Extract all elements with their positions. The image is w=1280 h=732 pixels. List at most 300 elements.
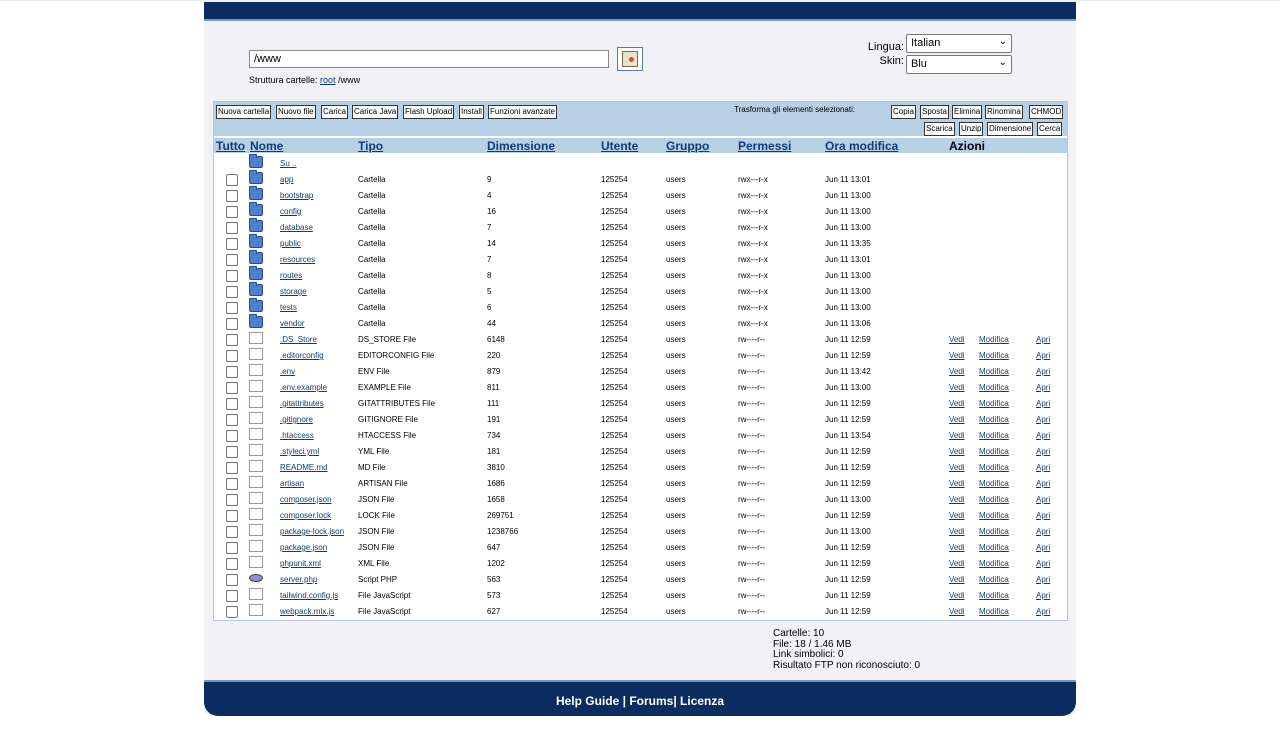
row-user: 125254 (601, 191, 628, 200)
row-perms: rwx---r-x (738, 223, 768, 232)
row-user: 125254 (601, 367, 628, 376)
row-type: YML File (358, 447, 390, 456)
row-group: users (666, 463, 686, 472)
row-group: users (666, 607, 686, 616)
row-user: 125254 (601, 527, 628, 536)
parent-link[interactable]: Su .. (280, 159, 297, 168)
size-button[interactable]: Dimensione (987, 122, 1033, 136)
col-group[interactable]: Gruppo (666, 139, 710, 153)
open-link[interactable]: Apri (1036, 607, 1051, 616)
footer-links (204, 694, 1076, 708)
folder-icon (249, 204, 263, 216)
row-perms: rw----r-- (738, 543, 766, 552)
table-row (214, 507, 1067, 523)
search-button[interactable]: Cerca (1037, 122, 1062, 136)
row-size: 627 (487, 607, 501, 616)
edit-link[interactable]: Modifica (979, 511, 1009, 520)
row-name-link[interactable]: package-lock.json (280, 527, 345, 536)
row-checkbox[interactable] (226, 302, 238, 314)
row-name-link[interactable]: public (280, 239, 301, 248)
open-link[interactable]: Apri (1036, 399, 1051, 408)
open-link[interactable]: Apri (1036, 527, 1051, 536)
view-link[interactable]: Vedi (949, 463, 965, 472)
row-checkbox[interactable] (226, 222, 238, 234)
php-file-icon (249, 574, 263, 582)
row-user: 125254 (601, 399, 628, 408)
table-row (214, 331, 1067, 347)
open-link[interactable]: Apri (1036, 559, 1051, 568)
table-row (214, 283, 1067, 299)
move-button[interactable]: Sposta (920, 105, 949, 119)
unknown-count: Risultato FTP non riconosciuto: 0 (773, 659, 921, 671)
file-icon (249, 444, 263, 456)
breadcrumb (249, 75, 360, 85)
edit-link[interactable]: Modifica (979, 431, 1009, 440)
view-link[interactable]: Vedi (949, 575, 965, 584)
row-group: users (666, 255, 686, 264)
row-name-link[interactable]: .editorconfig (280, 351, 324, 360)
row-name-link[interactable]: bootstrap (280, 191, 314, 200)
table-row (214, 459, 1067, 475)
row-mtime: Jun 11 13:01 (825, 255, 871, 264)
file-icon (249, 460, 263, 472)
row-group: users (666, 319, 686, 328)
row-perms: rwx---r-x (738, 175, 768, 184)
file-icon (249, 364, 263, 376)
row-user: 125254 (601, 511, 628, 520)
edit-link[interactable]: Modifica (979, 527, 1009, 536)
row-type: Cartella (358, 271, 386, 280)
file-icon (249, 380, 263, 392)
view-link[interactable]: Vedi (949, 399, 965, 408)
license-link[interactable]: Licenza (680, 694, 725, 708)
view-link[interactable]: Vedi (949, 607, 965, 616)
row-checkbox[interactable] (226, 462, 238, 474)
row-size: 4 (487, 191, 492, 200)
open-link[interactable]: Apri (1036, 511, 1051, 520)
new-file-button[interactable]: Nuovo file (276, 105, 316, 119)
row-user: 125254 (601, 383, 628, 392)
row-user: 125254 (601, 335, 628, 344)
row-name-link[interactable]: server.php (280, 575, 318, 584)
open-link[interactable]: Apri (1036, 575, 1051, 584)
row-name-link[interactable]: .DS_Store (280, 335, 317, 344)
row-user: 125254 (601, 271, 628, 280)
view-link[interactable]: Vedi (949, 527, 965, 536)
row-name-link[interactable]: .gitattributes (280, 399, 324, 408)
view-link[interactable]: Vedi (949, 511, 965, 520)
flash-upload-button[interactable]: Flash Upload (403, 105, 454, 119)
row-checkbox[interactable] (226, 174, 238, 186)
row-size: 111 (487, 399, 500, 408)
folder-icon (249, 300, 263, 312)
download-button[interactable]: Scarica (924, 122, 955, 136)
path-input[interactable] (249, 50, 609, 68)
forums-link[interactable]: Forums (629, 694, 674, 708)
table-row (214, 235, 1067, 251)
open-link[interactable]: Apri (1036, 351, 1051, 360)
row-type: EDITORCONFIG File (358, 351, 435, 360)
row-checkbox[interactable] (226, 350, 238, 362)
row-checkbox[interactable] (226, 478, 238, 490)
row-perms: rwx---r-x (738, 303, 768, 312)
edit-link[interactable]: Modifica (979, 367, 1009, 376)
row-perms: rw----r-- (738, 399, 766, 408)
row-group: users (666, 511, 686, 520)
row-checkbox[interactable] (226, 318, 238, 330)
row-user: 125254 (601, 175, 628, 184)
edit-link[interactable]: Modifica (979, 447, 1009, 456)
open-link[interactable]: Apri (1036, 447, 1051, 456)
row-name-link[interactable]: app (280, 175, 294, 184)
row-mtime: Jun 11 12:59 (825, 607, 871, 616)
row-mtime: Jun 11 12:59 (825, 351, 871, 360)
row-perms: rw----r-- (738, 559, 766, 568)
row-mtime: Jun 11 13:42 (825, 367, 871, 376)
file-icon (249, 540, 263, 552)
row-mtime: Jun 11 13:00 (825, 271, 871, 280)
table-row (214, 267, 1067, 283)
language-select[interactable] (906, 34, 1012, 53)
row-type: Cartella (358, 175, 386, 184)
row-mtime: Jun 11 13:00 (825, 223, 871, 232)
edit-link[interactable]: Modifica (979, 351, 1009, 360)
row-name-link[interactable]: artisan (280, 479, 305, 488)
row-mtime: Jun 11 13:01 (825, 175, 871, 184)
row-type: Cartella (358, 191, 386, 200)
row-type: Cartella (358, 255, 386, 264)
row-group: users (666, 495, 686, 504)
row-name-link[interactable]: config (280, 207, 302, 216)
row-mtime: Jun 11 13:00 (825, 303, 871, 312)
row-name-link[interactable]: storage (280, 287, 307, 296)
col-mtime[interactable]: Ora modifica (825, 139, 899, 153)
folder-icon (249, 220, 263, 232)
row-perms: rw----r-- (738, 527, 766, 536)
edit-link[interactable]: Modifica (979, 575, 1009, 584)
advanced-functions-button[interactable]: Funzioni avanzate (488, 105, 557, 119)
row-perms: rw----r-- (738, 351, 766, 360)
open-link[interactable]: Apri (1036, 479, 1051, 488)
open-link[interactable]: Apri (1036, 495, 1051, 504)
edit-link[interactable]: Modifica (979, 383, 1009, 392)
edit-link[interactable]: Modifica (979, 543, 1009, 552)
row-size: 573 (487, 591, 501, 600)
row-size: 1686 (487, 479, 505, 488)
row-user: 125254 (601, 287, 628, 296)
view-link[interactable]: Vedi (949, 479, 965, 488)
view-link[interactable]: Vedi (949, 559, 965, 568)
view-link[interactable]: Vedi (949, 367, 965, 376)
row-type: GITIGNORE File (358, 415, 419, 424)
chevron-down-icon: ⌄ (998, 36, 1007, 47)
view-link[interactable]: Vedi (949, 543, 965, 552)
row-name-link[interactable]: routes (280, 271, 303, 280)
open-link[interactable]: Apri (1036, 431, 1051, 440)
row-checkbox[interactable] (226, 286, 238, 298)
row-mtime: Jun 11 13:06 (825, 319, 871, 328)
row-type: Script PHP (358, 575, 398, 584)
breadcrumb-root-link[interactable]: root (320, 75, 336, 85)
row-group: users (666, 335, 686, 344)
row-name-link[interactable]: .htaccess (280, 431, 314, 440)
row-size: 3810 (487, 463, 505, 472)
row-perms: rw----r-- (738, 495, 766, 504)
row-group: users (666, 175, 686, 184)
table-row (214, 587, 1067, 603)
row-checkbox[interactable] (226, 446, 238, 458)
row-perms: rw----r-- (738, 575, 766, 584)
row-mtime: Jun 11 12:59 (825, 559, 871, 568)
row-type: Cartella (358, 319, 386, 328)
row-mtime: Jun 11 13:00 (825, 383, 871, 392)
row-checkbox[interactable] (226, 190, 238, 202)
row-name-link[interactable]: package.json (280, 543, 328, 552)
col-select-all[interactable]: Tutto (216, 139, 246, 153)
delete-button[interactable]: Elimina (952, 105, 982, 119)
col-type[interactable]: Tipo (358, 139, 384, 153)
row-mtime: Jun 11 12:59 (825, 447, 871, 456)
parent-row (214, 155, 1067, 171)
row-perms: rwx---r-x (738, 191, 768, 200)
view-link[interactable]: Vedi (949, 447, 965, 456)
edit-link[interactable]: Modifica (979, 415, 1009, 424)
row-user: 125254 (601, 431, 628, 440)
row-name-link[interactable]: tailwind.config.js (280, 591, 339, 600)
row-group: users (666, 191, 686, 200)
java-upload-button[interactable]: Carica Java (352, 105, 398, 119)
row-type: Cartella (358, 207, 386, 216)
view-link[interactable]: Vedi (949, 495, 965, 504)
new-folder-button[interactable]: Nuova cartella (216, 105, 271, 119)
row-name-link[interactable]: .styleci.yml (280, 447, 320, 456)
table-row (214, 555, 1067, 571)
row-size: 269751 (487, 511, 514, 520)
folder-icon (249, 172, 263, 184)
row-checkbox[interactable] (226, 270, 238, 282)
row-size: 1238766 (487, 527, 519, 536)
row-name-link[interactable]: resources (280, 255, 316, 264)
row-group: users (666, 239, 686, 248)
install-button[interactable]: Install (459, 105, 484, 119)
open-link[interactable]: Apri (1036, 591, 1051, 600)
table-row (214, 571, 1067, 587)
row-group: users (666, 447, 686, 456)
edit-link[interactable]: Modifica (979, 479, 1009, 488)
row-name-link[interactable]: webpack.mix.js (280, 607, 335, 616)
edit-link[interactable]: Modifica (979, 591, 1009, 600)
row-user: 125254 (601, 303, 628, 312)
row-group: users (666, 559, 686, 568)
table-row (214, 219, 1067, 235)
row-type: LOCK File (358, 511, 395, 520)
row-name-link[interactable]: .env.example (280, 383, 327, 392)
row-user: 125254 (601, 607, 628, 616)
row-type: Cartella (358, 239, 386, 248)
row-perms: rw----r-- (738, 415, 766, 424)
edit-link[interactable]: Modifica (979, 335, 1009, 344)
row-checkbox[interactable] (226, 558, 238, 570)
col-user[interactable]: Utente (601, 139, 639, 153)
view-link[interactable]: Vedi (949, 591, 965, 600)
row-checkbox[interactable] (226, 254, 238, 266)
row-user: 125254 (601, 239, 628, 248)
open-link[interactable]: Apri (1036, 383, 1051, 392)
table-row (214, 315, 1067, 331)
header-bar (204, 2, 1076, 21)
table-row (214, 395, 1067, 411)
view-link[interactable]: Vedi (949, 351, 965, 360)
row-checkbox[interactable] (226, 606, 238, 618)
row-checkbox[interactable] (226, 334, 238, 346)
ftp-client-frame (204, 0, 1076, 714)
row-group: users (666, 207, 686, 216)
row-name-link[interactable]: composer.json (280, 495, 332, 504)
col-name[interactable]: Nome (250, 139, 284, 153)
row-checkbox[interactable] (226, 238, 238, 250)
row-perms: rwx---r-x (738, 255, 768, 264)
row-size: 647 (487, 543, 501, 552)
file-icon (249, 492, 263, 504)
row-checkbox[interactable] (226, 430, 238, 442)
table-row (214, 475, 1067, 491)
row-perms: rw----r-- (738, 335, 766, 344)
summary-stats (773, 629, 920, 671)
edit-link[interactable]: Modifica (979, 607, 1009, 616)
row-name-link[interactable]: vendor (280, 319, 305, 328)
row-name-link[interactable]: composer.lock (280, 511, 332, 520)
row-name-link[interactable]: .env (280, 367, 296, 376)
view-link[interactable]: Vedi (949, 431, 965, 440)
row-user: 125254 (601, 495, 628, 504)
table-row (214, 491, 1067, 507)
row-size: 14 (487, 239, 496, 248)
edit-link[interactable]: Modifica (979, 559, 1009, 568)
folder-icon (249, 252, 263, 264)
row-type: Cartella (358, 303, 386, 312)
row-group: users (666, 303, 686, 312)
row-perms: rw----r-- (738, 463, 766, 472)
row-type: ARTISAN File (358, 479, 408, 488)
edit-link[interactable]: Modifica (979, 495, 1009, 504)
footer (204, 680, 1076, 716)
row-name-link[interactable]: tests (280, 303, 297, 312)
row-group: users (666, 383, 686, 392)
table-row (214, 171, 1067, 187)
row-checkbox[interactable] (226, 590, 238, 602)
row-name-link[interactable]: .gitignore (280, 415, 313, 424)
row-name-link[interactable]: README.md (280, 463, 328, 472)
row-perms: rwx---r-x (738, 239, 768, 248)
row-type: MD File (358, 463, 386, 472)
row-size: 181 (487, 447, 501, 456)
row-user: 125254 (601, 447, 628, 456)
file-icon (249, 348, 263, 360)
row-user: 125254 (601, 223, 628, 232)
row-group: users (666, 351, 686, 360)
folder-icon (249, 316, 263, 328)
row-user: 125254 (601, 207, 628, 216)
row-size: 563 (487, 575, 501, 584)
row-perms: rw----r-- (738, 447, 766, 456)
go-button[interactable] (617, 47, 643, 71)
skin-value: Blu (911, 58, 927, 70)
row-name-link[interactable]: phpunit.xml (280, 559, 321, 568)
row-type: Cartella (358, 287, 386, 296)
col-perms[interactable]: Permessi (738, 139, 792, 153)
row-user: 125254 (601, 543, 628, 552)
file-icon (249, 476, 263, 488)
row-size: 1202 (487, 559, 505, 568)
open-link[interactable]: Apri (1036, 415, 1051, 424)
edit-link[interactable]: Modifica (979, 463, 1009, 472)
row-checkbox[interactable] (226, 542, 238, 554)
table-row (214, 539, 1067, 555)
row-mtime: Jun 11 13:00 (825, 495, 871, 504)
folder-icon (249, 156, 263, 168)
upload-button[interactable]: Carica (321, 105, 348, 119)
copy-button[interactable]: Copia (891, 105, 916, 119)
open-link[interactable]: Apri (1036, 543, 1051, 552)
row-size: 7 (487, 255, 492, 264)
chmod-button[interactable]: CHMOD (1029, 105, 1063, 119)
row-user: 125254 (601, 591, 628, 600)
row-size: 734 (487, 431, 501, 440)
footer-separator: | (619, 694, 630, 708)
row-group: users (666, 591, 686, 600)
open-link[interactable]: Apri (1036, 367, 1051, 376)
row-checkbox[interactable] (226, 574, 238, 586)
row-group: users (666, 543, 686, 552)
row-mtime: Jun 11 13:54 (825, 431, 871, 440)
edit-link[interactable]: Modifica (979, 399, 1009, 408)
file-icon (249, 604, 263, 616)
row-checkbox[interactable] (226, 414, 238, 426)
row-mtime: Jun 11 13:00 (825, 527, 871, 536)
row-checkbox[interactable] (226, 206, 238, 218)
row-name-link[interactable]: database (280, 223, 313, 232)
row-type: GITATTRIBUTES File (358, 399, 436, 408)
table-row (214, 203, 1067, 219)
row-checkbox[interactable] (226, 366, 238, 378)
view-link[interactable]: Vedi (949, 415, 965, 424)
row-mtime: Jun 11 12:59 (825, 511, 871, 520)
col-size[interactable]: Dimensione (487, 139, 556, 153)
row-checkbox[interactable] (226, 494, 238, 506)
row-type: EXAMPLE File (358, 383, 411, 392)
row-checkbox[interactable] (226, 510, 238, 522)
view-link[interactable]: Vedi (949, 335, 965, 344)
transform-label: Trasforma gli elementi selezionati: (734, 105, 856, 114)
row-checkbox[interactable] (226, 382, 238, 394)
rename-button[interactable]: Rinomina (985, 105, 1023, 119)
row-size: 220 (487, 351, 501, 360)
file-icon (249, 588, 263, 600)
help-guide-link[interactable]: Help Guide (555, 694, 620, 708)
skin-select[interactable] (906, 55, 1012, 74)
open-link[interactable]: Apri (1036, 463, 1051, 472)
view-link[interactable]: Vedi (949, 383, 965, 392)
toolbar (214, 102, 1067, 136)
row-checkbox[interactable] (226, 526, 238, 538)
file-icon (249, 428, 263, 440)
table-header (214, 138, 1067, 153)
file-icon (249, 412, 263, 424)
unzip-button[interactable]: Unzip (959, 122, 983, 136)
breadcrumb-label: Struttura cartelle: (249, 75, 318, 85)
row-checkbox[interactable] (226, 398, 238, 410)
open-link[interactable]: Apri (1036, 335, 1051, 344)
